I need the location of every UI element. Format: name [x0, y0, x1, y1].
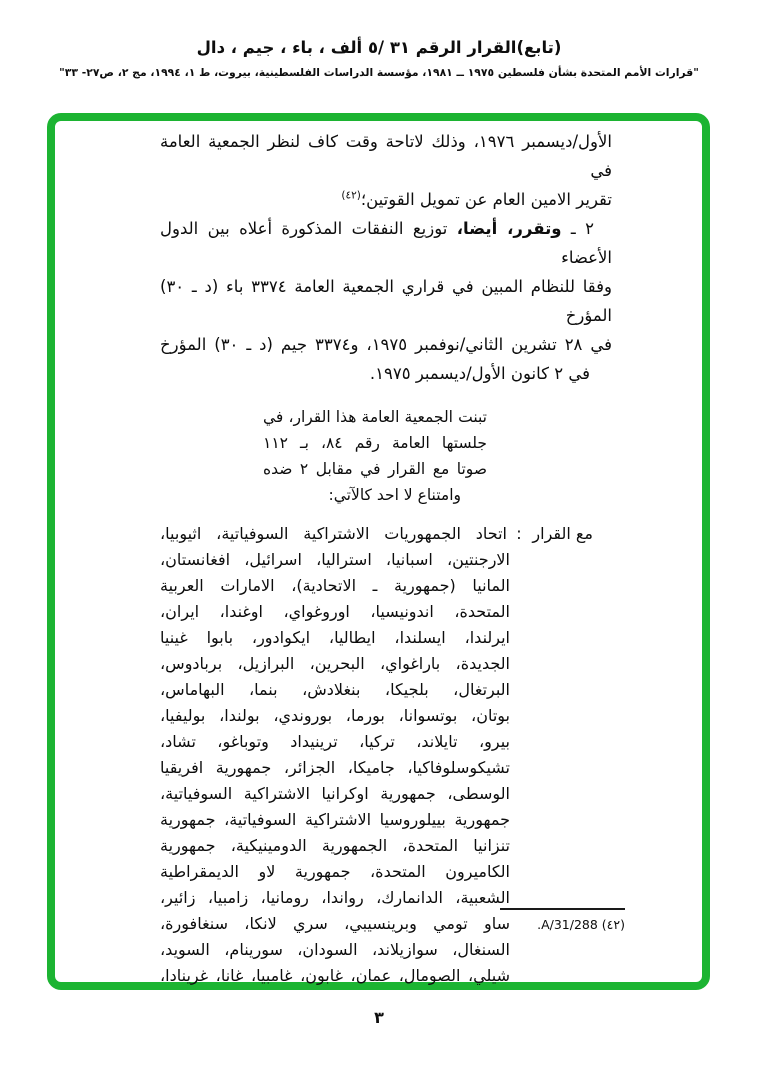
vote-country-line: بوتان، بوتسوانا، بورما، بوروندي، بولندا، بوليفيا، — [160, 706, 510, 725]
text-line — [160, 214, 612, 272]
vote-country-line: السنغال، سوازيلاند، السودان، سورينام، السويد، — [160, 940, 510, 959]
resolution-text — [160, 127, 612, 989]
text-line: في ٢٨ تشرين الثاني/نوفمبر ١٩٧٥، و٣٣٧٤ جيم (د ـ ٣٠) المؤرخ — [160, 335, 613, 354]
vote-label: مع القرار — [532, 524, 593, 543]
colon-separator: : — [516, 524, 522, 543]
vote-country-line: ايرلندا، ايسلندا، ايطاليا، ايكوادور، بابوا غينيا — [160, 628, 510, 647]
text-line: الأول/ديسمبر ١٩٧٦، وذلك لاتاحة وقت كاف لنظر الجمعية العامة في — [160, 132, 612, 180]
footnote-rule — [500, 908, 625, 910]
vote-country-line: الكاميرون المتحدة، جمهورية لاو الديمقراطية — [160, 862, 510, 881]
text-line: وفقا للنظام المبين في قراري الجمعية العامة ٣٣٧٤ باء (د ـ ٣٠) المؤرخ — [160, 277, 612, 325]
vote-country-line: الجديدة، باراغواي، البحرين، البرازيل، بربادوس، — [160, 654, 510, 673]
paragraph-2 — [160, 214, 612, 388]
page-number: ٣ — [374, 1008, 384, 1027]
text-line: جلستها العامة رقم ٨٤، بـ ١١٢ — [263, 434, 487, 452]
footnote — [500, 908, 625, 933]
footnote-ref: (٤٢) — [341, 189, 361, 202]
vote-country-line: البرتغال، بلجيكا، بنغلادش، بنما، البهاماس، — [160, 680, 510, 699]
footnote-text: (٤٢) A/31/288. — [537, 917, 625, 932]
vote-country-line: تشيكوسلوفاكيا، جاميكا، الجزائر، جمهورية افريقيا — [160, 758, 510, 777]
operative-verb: وتقرر، أيضا، — [456, 219, 562, 238]
vote-country-line: جمهورية بييلوروسيا الاشتراكية السوفياتية، جمهورية — [160, 810, 510, 829]
vote-country-line: الوسطى، جمهورية اوكرانيا الاشتراكية السوفياتية، — [160, 784, 510, 803]
vote-country-line: الارجنتين، اسبانيا، استراليا، اسرائيل، افغانستان، — [160, 550, 510, 569]
vote-country-line: بيرو، تايلاند، تركيا، ترينيداد وتوباغو، تشاد، — [160, 732, 510, 751]
text-line: وامتناع لا احد كالآتي: — [328, 486, 461, 504]
text-segment: توزيع النفقات المذكورة أعلاه بين الدول الأعضاء — [160, 219, 612, 267]
text-line — [160, 185, 612, 214]
vote-country-line: المانيا (جمهورية ـ الاتحادية)، الامارات العربية — [160, 576, 510, 595]
text-line: صوتا مع القرار في مقابل ٢ ضده — [263, 460, 487, 478]
vote-country-line: شيلي، الصومال، عمان، غابون، غامبيا، غانا، غرينادا، — [160, 966, 510, 985]
adoption-note — [263, 404, 487, 508]
vote-country-lines — [160, 547, 510, 989]
page-header — [0, 38, 758, 80]
paragraph-1 — [160, 127, 612, 214]
source-citation: "قرارات الأمم المتحدة بشأن فلسطين ١٩٧٥ ــ ١٩٨١، مؤسسة الدراسات الفلسطينية، بيروت، ط ١، ١٩٩٤، مج ٢، ص٢٧- ٣٣" — [59, 66, 699, 79]
clause-number: ٢ ـ — [561, 219, 595, 238]
vote-country-line: تنزانيا المتحدة، الجمهورية الدومينيكية، جمهورية — [160, 836, 510, 855]
text-line: في ٢ كانون الأول/ديسمبر ١٩٧٥. — [369, 364, 590, 383]
resolution-frame — [47, 113, 710, 990]
vote-country-line: الشعبية، الدانمارك، رواندا، رومانيا، زامبيا، زائير، — [160, 888, 510, 907]
vote-country-line: ساو تومي وبرينسيبي، سري لانكا، سنغافورة، — [160, 914, 510, 933]
text-segment: تقرير الامين العام عن تمويل القوتين؛ — [360, 190, 612, 209]
document-title: (تابع)القرار الرقم ٣١ /٥ ألف ، باء ، جيم ، دال — [196, 38, 562, 57]
vote-row — [160, 521, 593, 547]
text-line: تبنت الجمعية العامة هذا القرار، في — [263, 408, 487, 426]
vote-country-line: المتحدة، اندونيسيا، اوروغواي، اوغندا، ايران، — [160, 602, 510, 621]
vote-country-line: اتحاد الجمهوريات الاشتراكية السوفياتية، اثيوبيا، — [160, 524, 507, 543]
